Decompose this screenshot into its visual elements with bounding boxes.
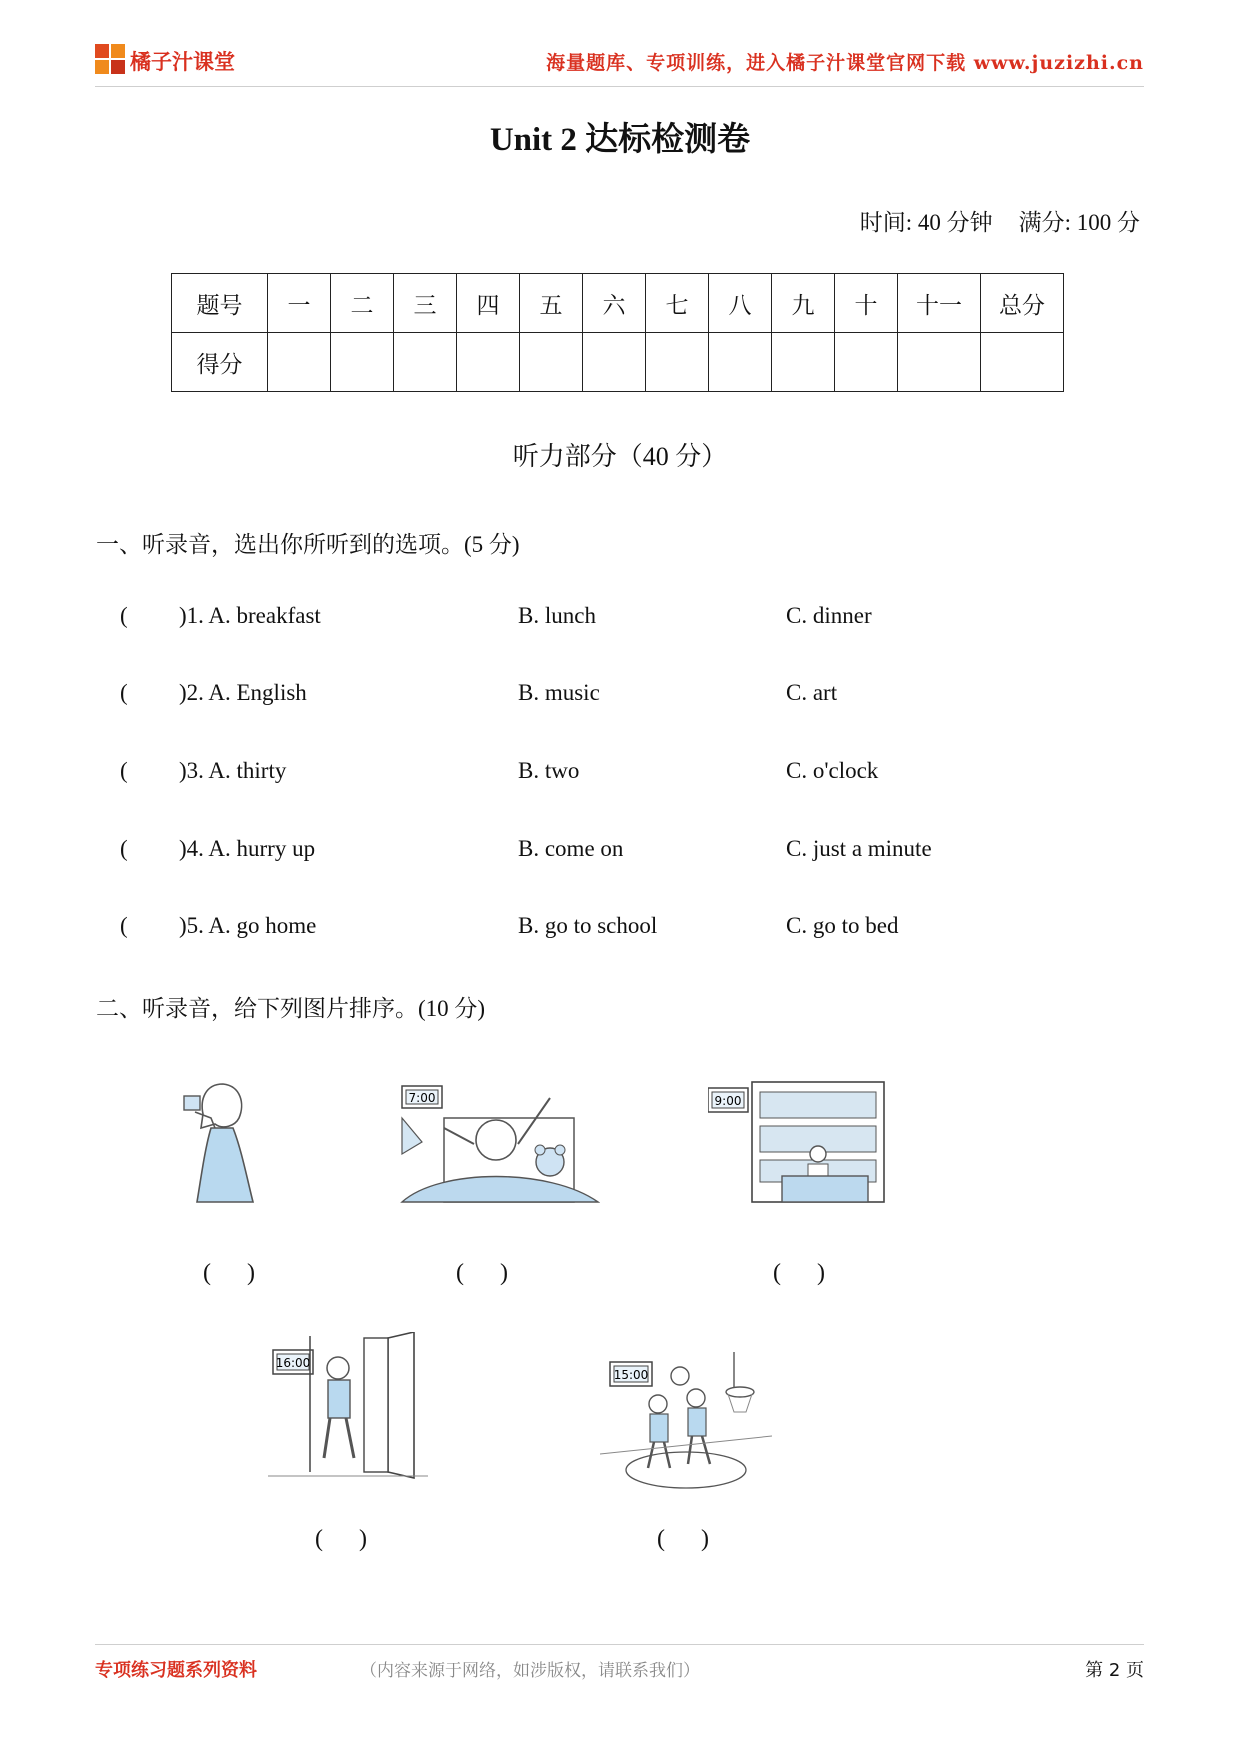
girl-reading-library-picture <box>708 1078 888 1204</box>
exam-time: 时间: 40 分钟 <box>859 210 993 235</box>
page-title: Unit 2 达标检测卷 <box>489 122 751 158</box>
clock-label: 7:00 <box>408 1091 436 1105</box>
answer-blank[interactable]: ( ) <box>203 1260 255 1286</box>
girl-waking-up-picture <box>400 1082 600 1204</box>
clock-label: 16:00 <box>275 1356 311 1370</box>
exam-meta <box>860 204 1140 237</box>
option-b: B. music <box>518 680 600 705</box>
footer-divider <box>95 1644 1144 1645</box>
table-cell: 总分 <box>981 274 1064 333</box>
score-input-cell[interactable] <box>457 333 520 392</box>
clock-label: 15:00 <box>613 1368 649 1382</box>
header-slogan: 海量题库、专项训练，进入橘子汁课堂官网下载 www.juzizhi.cn <box>546 52 1144 74</box>
score-input-cell[interactable] <box>898 333 981 392</box>
score-table-header-row <box>172 274 1064 333</box>
answer-paren[interactable]: ( <box>120 913 128 938</box>
footer-copyright-note: （内容来源于网络，如涉版权，请联系我们） <box>360 1661 700 1681</box>
score-input-cell[interactable] <box>981 333 1064 392</box>
option-a: )3. A. thirty <box>179 758 287 783</box>
table-cell: 五 <box>520 274 583 333</box>
option-a: )5. A. go home <box>179 913 317 938</box>
boy-leaving-picture <box>268 1332 428 1488</box>
option-a: )2. A. English <box>179 680 307 705</box>
table-cell: 一 <box>268 274 331 333</box>
option-c: C. just a minute <box>786 836 932 861</box>
option-a: )4. A. hurry up <box>179 836 316 861</box>
brand-logo-icon <box>95 44 127 76</box>
score-input-cell[interactable] <box>709 333 772 392</box>
score-input-cell[interactable] <box>772 333 835 392</box>
table-cell: 八 <box>709 274 772 333</box>
score-input-cell[interactable] <box>394 333 457 392</box>
table-cell: 十 <box>835 274 898 333</box>
header-divider <box>95 86 1144 87</box>
option-b: B. lunch <box>518 603 596 628</box>
answer-paren[interactable]: ( <box>120 836 128 861</box>
question-row <box>120 758 1120 792</box>
score-table-score-row <box>172 333 1064 392</box>
option-b: B. come on <box>518 836 624 861</box>
part1-title: 一、听录音，选出你所听到的选项。(5 分) <box>96 532 520 557</box>
option-c: C. o'clock <box>786 758 879 783</box>
option-b: B. go to school <box>518 913 658 938</box>
answer-blank[interactable]: ( ) <box>657 1526 709 1552</box>
answer-paren[interactable]: ( <box>120 603 128 628</box>
table-cell: 二 <box>331 274 394 333</box>
answer-paren[interactable]: ( <box>120 680 128 705</box>
page-number: 第 2 页 <box>1085 1660 1144 1681</box>
table-cell: 四 <box>457 274 520 333</box>
section-heading: 听力部分（40 分） <box>512 442 728 471</box>
table-cell: 得分 <box>172 333 268 392</box>
option-c: C. art <box>786 680 838 705</box>
question-row <box>120 836 1120 870</box>
option-c: C. go to bed <box>786 913 899 938</box>
table-cell: 三 <box>394 274 457 333</box>
score-input-cell[interactable] <box>331 333 394 392</box>
option-b: B. two <box>518 758 580 783</box>
table-cell: 九 <box>772 274 835 333</box>
footer-series: 专项练习题系列资料 <box>95 1660 257 1681</box>
answer-blank[interactable]: ( ) <box>315 1526 367 1552</box>
score-input-cell[interactable] <box>583 333 646 392</box>
answer-blank[interactable]: ( ) <box>773 1260 825 1286</box>
brand-name: 橘子汁课堂 <box>130 50 235 74</box>
question-row <box>120 680 1120 714</box>
option-a: )1. A. breakfast <box>179 603 321 628</box>
table-cell: 题号 <box>172 274 268 333</box>
table-cell: 十一 <box>898 274 981 333</box>
option-c: C. dinner <box>786 603 872 628</box>
score-input-cell[interactable] <box>835 333 898 392</box>
score-input-cell[interactable] <box>646 333 709 392</box>
score-input-cell[interactable] <box>268 333 331 392</box>
table-cell: 七 <box>646 274 709 333</box>
answer-paren[interactable]: ( <box>120 758 128 783</box>
question-row <box>120 603 1120 637</box>
table-cell: 六 <box>583 274 646 333</box>
score-input-cell[interactable] <box>520 333 583 392</box>
clock-label: 9:00 <box>714 1094 742 1108</box>
part2-title: 二、听录音，给下列图片排序。(10 分) <box>96 996 486 1021</box>
answer-blank[interactable]: ( ) <box>456 1260 508 1286</box>
exam-full-score: 满分: 100 分 <box>1018 210 1140 235</box>
score-table <box>171 273 1064 392</box>
girl-drinking-picture <box>175 1078 275 1204</box>
boys-basketball-picture <box>600 1352 772 1492</box>
question-row <box>120 913 1120 947</box>
